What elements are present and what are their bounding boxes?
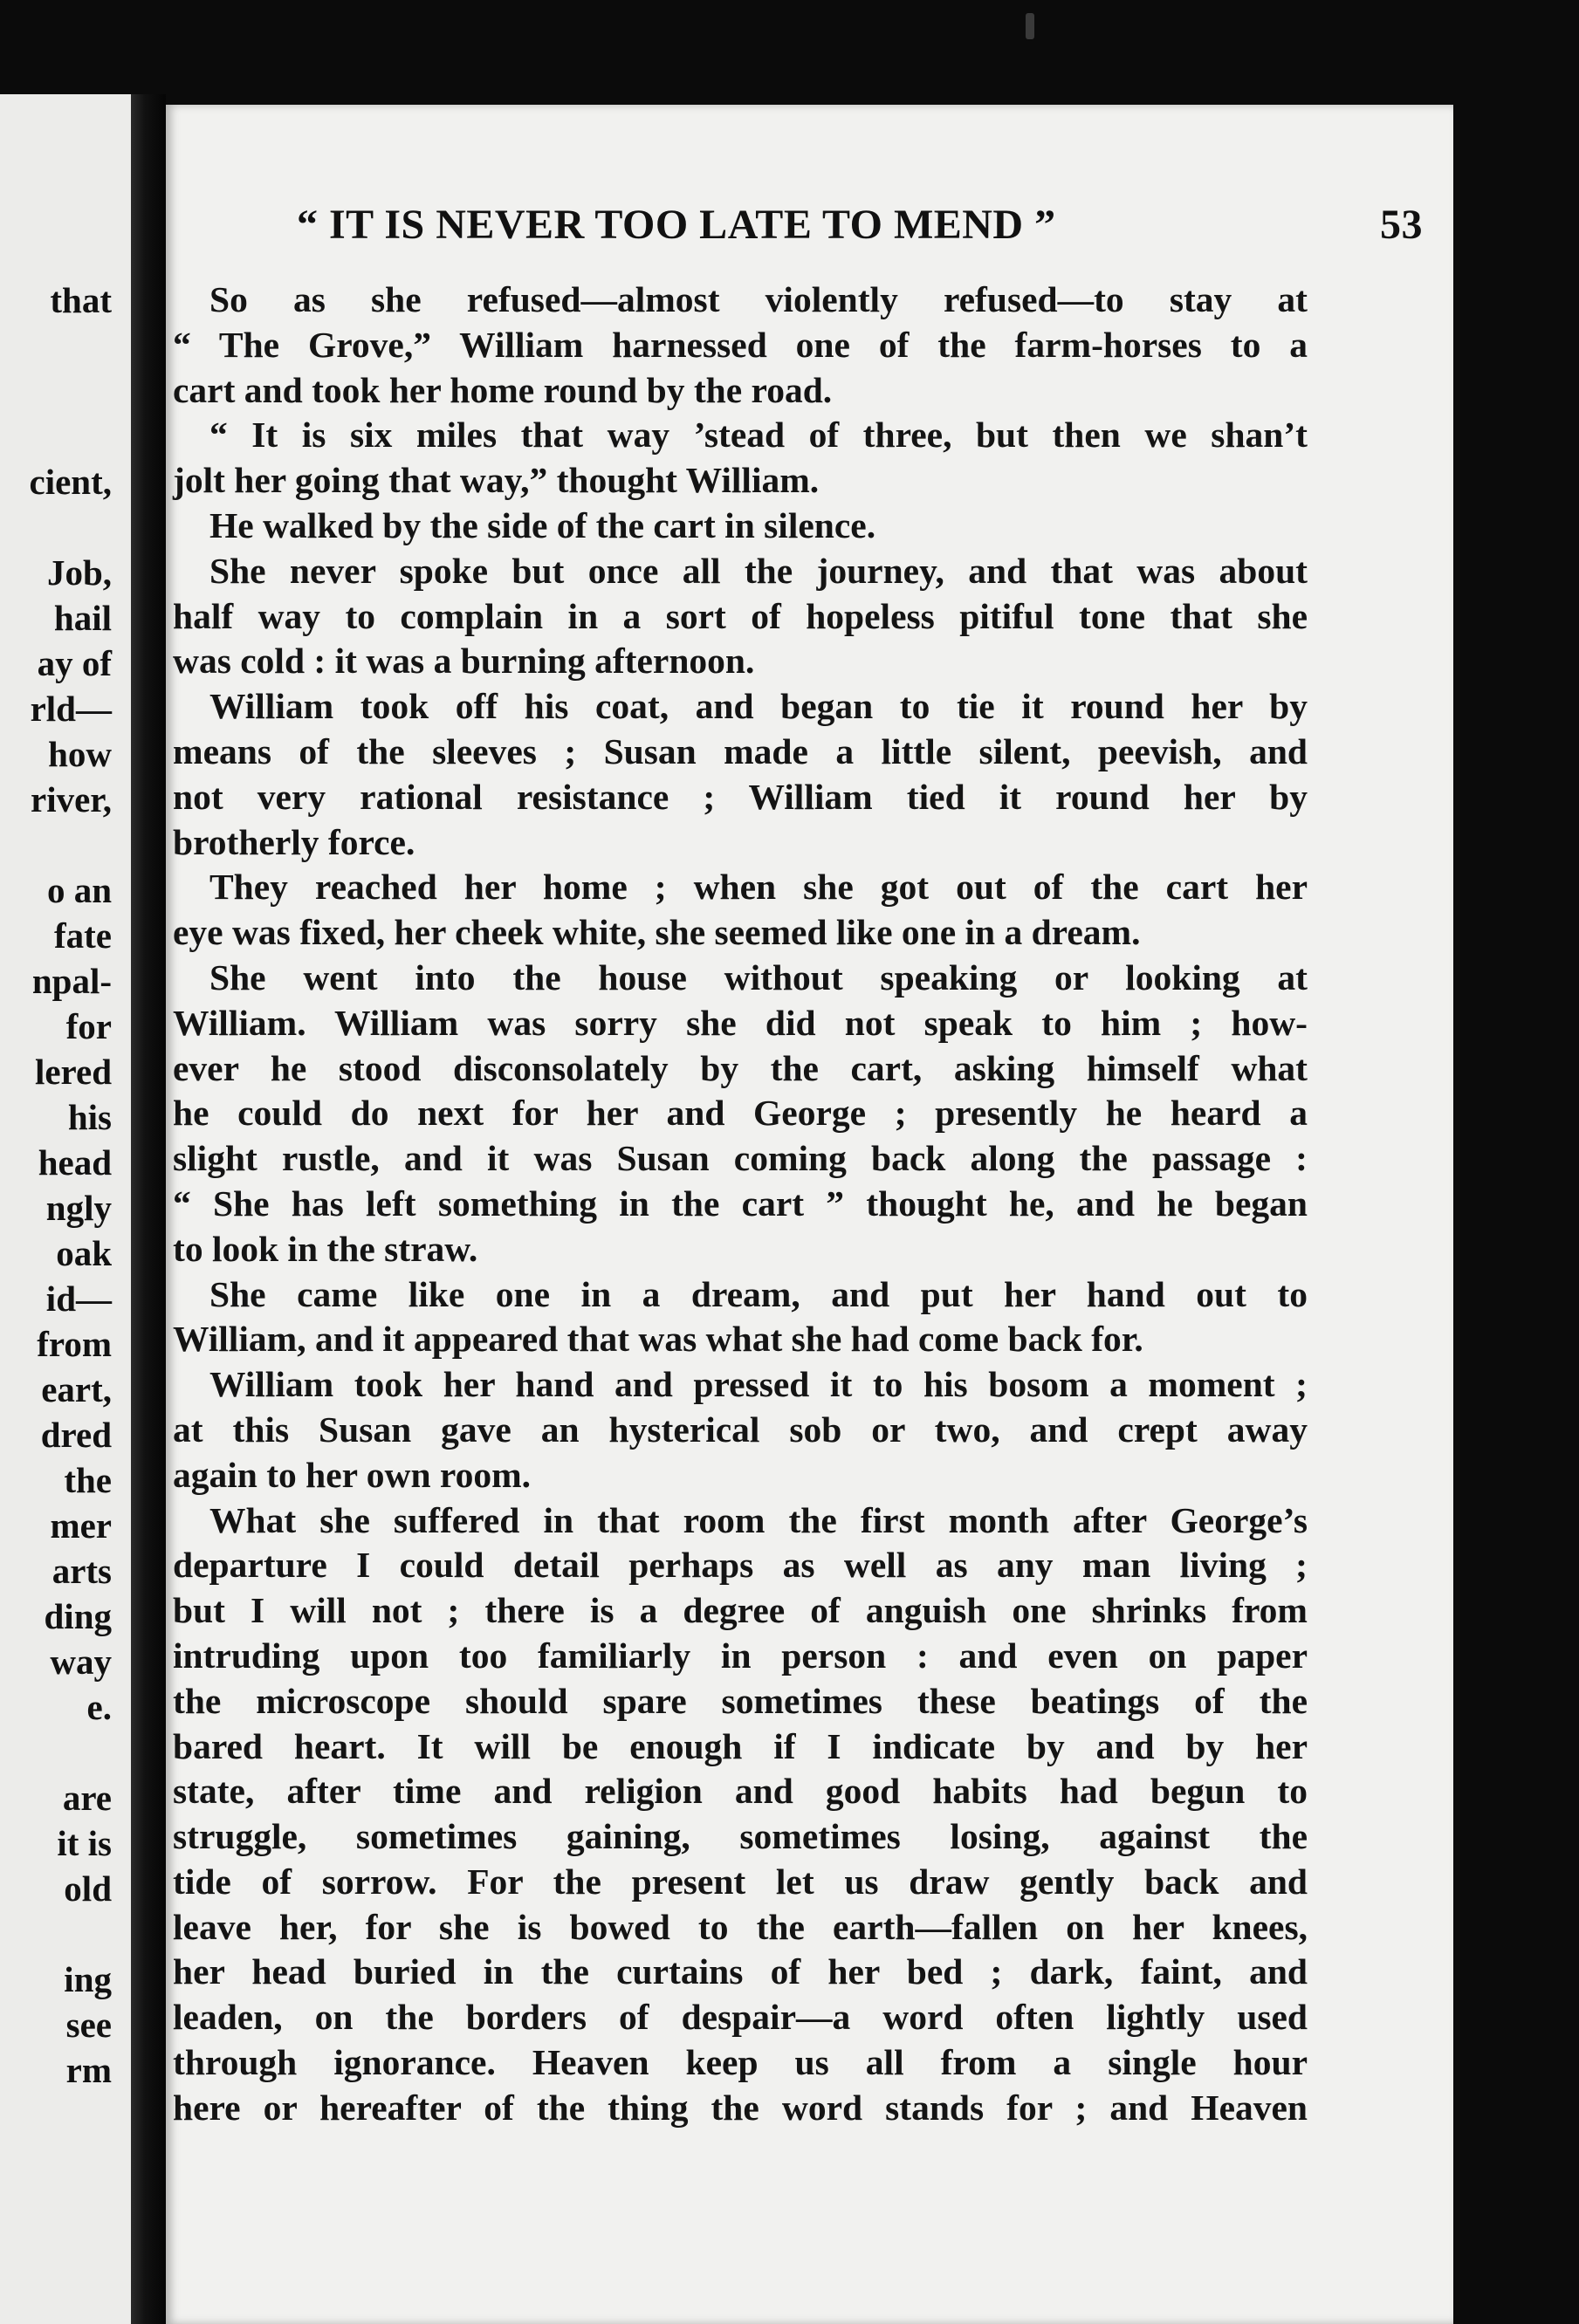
left-page-line: e. — [86, 1687, 112, 1727]
left-page-line — [30, 1730, 113, 1775]
left-page-line: ding — [44, 1596, 112, 1636]
text-line: leaden, on the borders of despair—a word often lightly used — [173, 1997, 1308, 2038]
left-page-line: Job, — [46, 552, 112, 593]
left-page-line — [30, 504, 113, 550]
left-page-line: dred — [40, 1415, 112, 1455]
text-line: departure I could detail perhaps as well as any man living ; — [173, 1545, 1308, 1586]
text-line: not very rational resistance ; William tied it round her by — [173, 776, 1308, 817]
text-line: was cold : it was a burning afternoon. — [173, 641, 755, 682]
left-page-line: eart, — [41, 1369, 112, 1409]
left-page-line: o an — [46, 870, 112, 910]
running-head: “ IT IS NEVER TOO LATE TO MEND ” — [297, 202, 1056, 248]
text-line: he could do next for her and George ; presently he heard a — [173, 1093, 1308, 1134]
left-page-line: that — [50, 280, 112, 320]
text-line: through ignorance. Heaven keep us all from a single hour — [173, 2042, 1308, 2083]
left-page-line: arts — [51, 1551, 112, 1591]
text-line: tide of sorrow. For the present let us draw gently back and — [173, 1861, 1308, 1902]
left-page-line — [30, 414, 113, 459]
left-page-line: river, — [31, 779, 112, 819]
left-page-line: way — [50, 1642, 112, 1682]
left-page-line — [30, 822, 113, 867]
text-line: William, and it appeared that was what she had come back for. — [173, 1319, 1143, 1360]
left-page-line: hail — [53, 598, 112, 638]
text-line: She came like one in a dream, and put her hand out to — [209, 1273, 1308, 1314]
text-line: “ It is six miles that way ’stead of three, but then we shan’t — [209, 415, 1308, 456]
text-line: He walked by the side of the cart in silence. — [209, 504, 876, 545]
left-page-line: rm — [65, 2050, 112, 2090]
text-line: again to her own room. — [173, 1454, 532, 1495]
text-line: What she suffered in that room the first month after George’s — [209, 1499, 1308, 1540]
text-line: She went into the house without speaking or looking at — [209, 956, 1308, 997]
left-page-line: id— — [45, 1279, 112, 1319]
left-page-line: npal- — [31, 961, 112, 1001]
text-line: here or hereafter of the thing the word stands for ; and Heaven — [173, 2087, 1308, 2128]
left-page-line: from — [37, 1324, 112, 1364]
text-line: to look in the straw. — [173, 1228, 478, 1269]
text-line: “ The Grove,” William harnessed one of the farm-horses to a — [173, 324, 1308, 365]
left-page-line: his — [67, 1097, 112, 1137]
text-line: William. William was sorry she did not speak to him ; how- — [173, 1002, 1308, 1043]
text-line: state, after time and religion and good habits had begun to — [173, 1771, 1308, 1812]
left-page-line: are — [62, 1778, 112, 1818]
left-page-line: the — [64, 1460, 112, 1500]
left-page-line: ing — [64, 1959, 112, 1999]
left-page-line: fate — [53, 915, 112, 956]
text-line: eye was fixed, her cheek white, she seemed like one in a dream. — [173, 912, 1141, 953]
text-line: means of the sleeves ; Susan made a little silent, peevish, and — [173, 730, 1308, 771]
text-line: William took off his coat, and began to tie it round her by — [209, 686, 1308, 727]
text-line: “ She has left something in the cart ” thought he, and he began — [173, 1183, 1308, 1224]
left-page-line: old — [64, 1868, 112, 1909]
text-line: bared heart. It will be enough if I indicate by and by her — [173, 1725, 1308, 1766]
left-page-line: mer — [50, 1505, 112, 1546]
text-line: but I will not ; there is a degree of anguish one shrinks from — [173, 1590, 1308, 1631]
text-line: ever he stood disconsolately by the cart, asking himself what — [173, 1047, 1308, 1088]
left-page-line: lered — [34, 1052, 112, 1092]
left-facing-page — [0, 94, 131, 2324]
left-page-line: how — [48, 734, 112, 774]
left-page-line — [30, 323, 113, 368]
body-text — [173, 278, 1308, 2131]
left-page-line: for — [65, 1006, 112, 1046]
left-page-line: ngly — [45, 1188, 112, 1228]
left-page-line: cient, — [29, 462, 112, 502]
book-gutter — [131, 94, 166, 2324]
text-line: at this Susan gave an hysterical sob or two, and crept away — [173, 1409, 1308, 1450]
text-line: She never spoke but once all the journey, and that was about — [209, 550, 1308, 591]
left-page-line: see — [65, 2005, 112, 2045]
page-header — [297, 201, 1423, 262]
text-line: half way to complain in a sort of hopeless pitiful tone that she — [173, 595, 1308, 636]
scan-border — [1453, 94, 1579, 2324]
left-page-line — [30, 368, 113, 414]
left-page-line: oak — [56, 1233, 112, 1273]
scan-artifact — [1026, 13, 1034, 39]
text-line: So as she refused—almost violently refused—to stay at — [209, 279, 1308, 319]
left-page-line: head — [38, 1142, 112, 1183]
text-line: William took her hand and pressed it to his bosom a moment ; — [209, 1364, 1308, 1405]
text-line: intruding upon too familiarly in person : and even on paper — [173, 1635, 1308, 1676]
text-line: struggle, sometimes gaining, sometimes losing, against the — [173, 1816, 1308, 1857]
page-number: 53 — [1380, 202, 1423, 248]
text-line: leave her, for she is bowed to the earth—fallen on her knees, — [173, 1906, 1308, 1947]
text-line: slight rustle, and it was Susan coming back along the passage : — [173, 1138, 1308, 1179]
book-page — [166, 105, 1453, 2324]
text-line: jolt her going that way,” thought William. — [173, 460, 820, 501]
left-page-line — [30, 1911, 113, 1957]
left-page-text — [30, 278, 113, 2093]
left-page-line: ay of — [37, 643, 112, 683]
text-line: her head buried in the curtains of her bed ; dark, faint, and — [173, 1951, 1308, 1992]
left-page-line: rld— — [30, 689, 112, 729]
text-line: They reached her home ; when she got out of the cart her — [209, 867, 1308, 908]
text-line: the microscope should spare sometimes these beatings of the — [173, 1680, 1308, 1721]
text-line: brotherly force. — [173, 821, 415, 862]
text-line: cart and took her home round by the road. — [173, 369, 833, 410]
left-page-line: it is — [57, 1823, 112, 1863]
